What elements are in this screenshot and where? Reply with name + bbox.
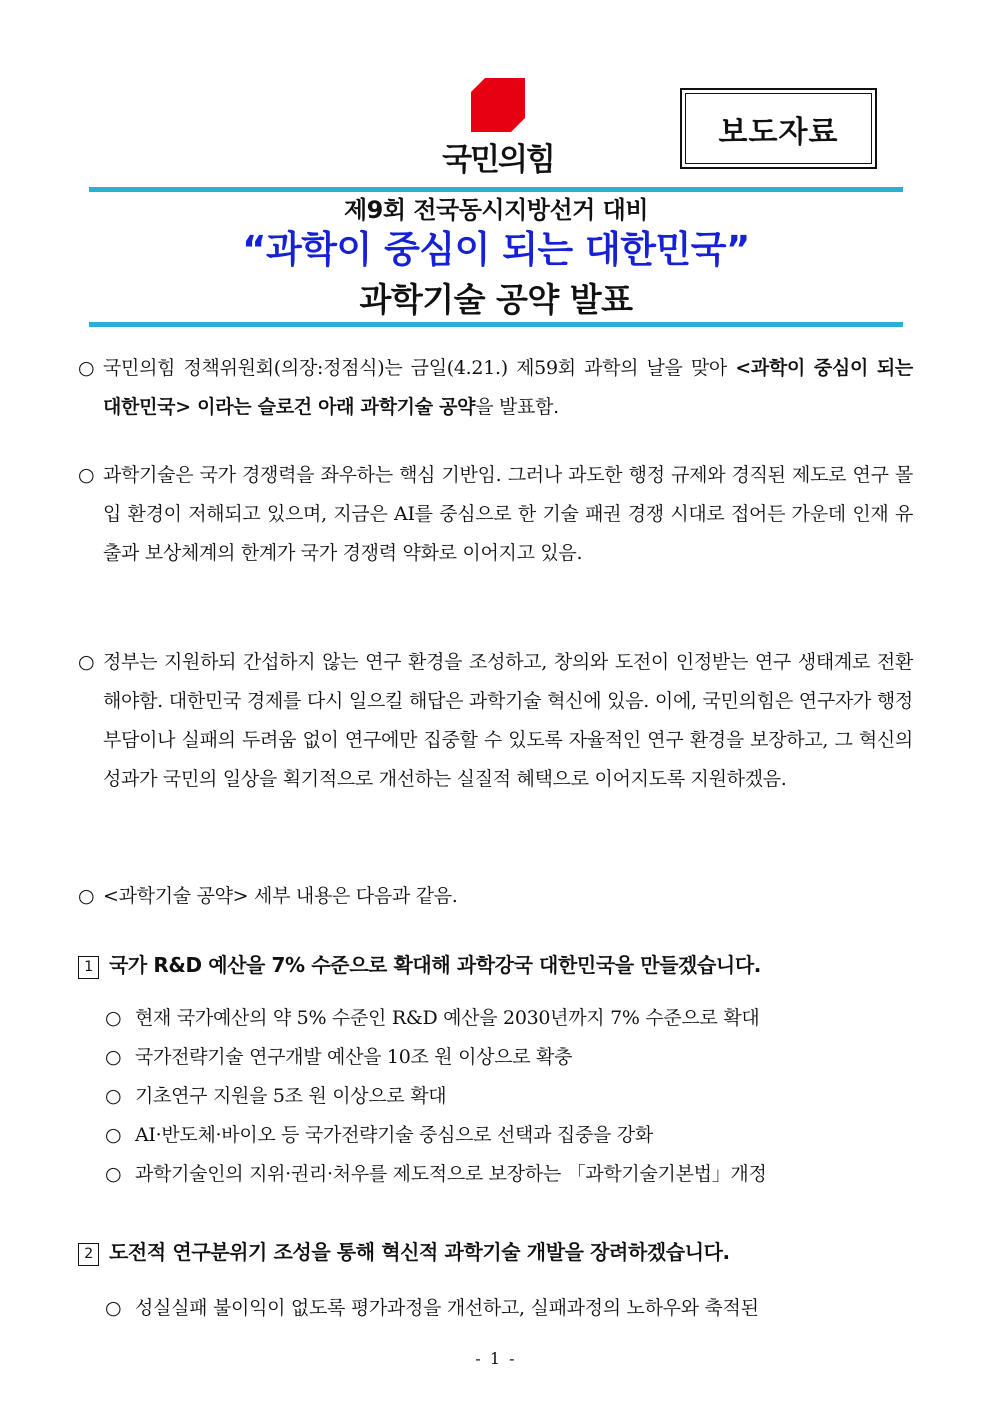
title-slogan: “과학이 중심이 되는 대한민국”: [242, 228, 750, 271]
paragraph-intro: [78, 349, 913, 427]
section-heading-text: 국가 R&D 예산을 7% 수준으로 확대해 과학강국 대한민국을 만들겠습니다.: [109, 953, 761, 977]
pledge-emphasis: 과학기술 공약: [360, 396, 476, 418]
bullet-circle: ○: [105, 1007, 122, 1029]
list-item-text: 과학기술인의 지위·권리·처우를 제도적으로 보장하는 「과학기술기본법」개정: [135, 1163, 767, 1185]
title-rule-bottom: [89, 322, 903, 327]
paragraph-text-segment: 국민의힘 정책위원회(의장:정점식)는 금일(4.21.) 제59회 과학의 날을 맞아: [103, 357, 736, 379]
list-item: [105, 1038, 913, 1077]
section-heading-1: [78, 950, 913, 980]
press-release-label: 보도자료: [685, 93, 872, 164]
paragraph-text: <과학기술 공약> 세부 내용은 다음과 같음.: [103, 885, 458, 907]
bullet-circle: ○: [78, 464, 95, 486]
list-item: [105, 999, 913, 1038]
section-1-list: [105, 999, 913, 1194]
section-heading-text: 도전적 연구분위기 조성을 통해 혁신적 과학기술 개발을 장려하겠습니다.: [109, 1240, 730, 1264]
party-logo-text: 국민의힘: [442, 142, 554, 178]
list-item-text: 현재 국가예산의 약 5% 수준인 R&D 예산을 2030년까지 7% 수준으로 확대: [135, 1007, 760, 1029]
paragraph-text: [78, 349, 913, 427]
section-heading-2: [78, 1237, 913, 1267]
page-number: - 1 -: [475, 1349, 517, 1368]
list-item: [105, 1116, 913, 1155]
bullet-circle: ○: [105, 1046, 122, 1068]
list-item: [105, 1077, 913, 1116]
paragraph-text-segment: 이라는 슬로건 아래: [190, 396, 361, 418]
bullet-circle: ○: [78, 885, 95, 907]
list-item-text: 국가전략기술 연구개발 예산을 10조 원 이상으로 확충: [135, 1046, 573, 1068]
press-release-box: [680, 88, 877, 169]
paragraph-details-intro: [78, 877, 913, 916]
list-item: [105, 1289, 913, 1328]
list-item-text: 성실실패 불이익이 없도록 평가과정을 개선하고, 실패과정의 노하우와 축적된: [135, 1297, 759, 1319]
paragraph-text: 과학기술은 국가 경쟁력을 좌우하는 핵심 기반임. 그러나 과도한 행정 규제와 경직된 제도로 연구 몰입 환경이 저해되고 있으며, 지금은 AI를 중심으로 한 기술 패권 경쟁 시대로 접어든 가운데 인재 유출과 보상체계의 한계가 국가 경쟁력 약화로 이어지고 있음.: [103, 464, 913, 564]
paragraph-background: [78, 456, 913, 573]
section-number-box: 1: [78, 956, 99, 979]
paragraph-text: 정부는 지원하되 간섭하지 않는 연구 환경을 조성하고, 창의와 도전이 인정받는 연구 생태계로 전환해야함. 대한민국 경제를 다시 일으킬 해답은 과학기술 혁신에 있음. 이에, 국민의힘은 연구자가 행정 부담이나 실패의 두려움 없이 연구에만 집중할 수 있도록 자율적인 연구 환경을 보장하고, 그 혁신의 성과가 국민의 일상을 획기적으로 개선하는 실질적 혜택으로 이어지도록 지원하겠음.: [103, 651, 913, 790]
list-item-text: AI·반도체·바이오 등 국가전략기술 중심으로 선택과 집중을 강화: [135, 1124, 653, 1146]
bullet-circle: ○: [105, 1297, 122, 1319]
section-2-list: [105, 1289, 913, 1328]
bullet-circle: ○: [105, 1124, 122, 1146]
title-line-3: 과학기술 공약 발표: [359, 280, 633, 319]
party-logo-icon: [471, 78, 525, 132]
list-item-text: 기초연구 지원을 5조 원 이상으로 확대: [135, 1085, 447, 1107]
list-item: [105, 1155, 913, 1194]
title-line-1: 제9회 전국동시지방선거 대비: [343, 196, 649, 224]
bullet-circle: ○: [105, 1163, 122, 1185]
slogan-emphasis: <과학이 중심이 되는 대한민국>: [103, 357, 913, 418]
bullet-circle: ○: [105, 1085, 122, 1107]
section-number-box: 2: [78, 1243, 99, 1266]
paragraph-text-segment: 을 발표함.: [475, 396, 559, 418]
title-rule-top: [89, 187, 903, 192]
paragraph-policy: [78, 643, 913, 799]
bullet-circle: ○: [78, 357, 95, 379]
bullet-circle: ○: [78, 651, 95, 673]
